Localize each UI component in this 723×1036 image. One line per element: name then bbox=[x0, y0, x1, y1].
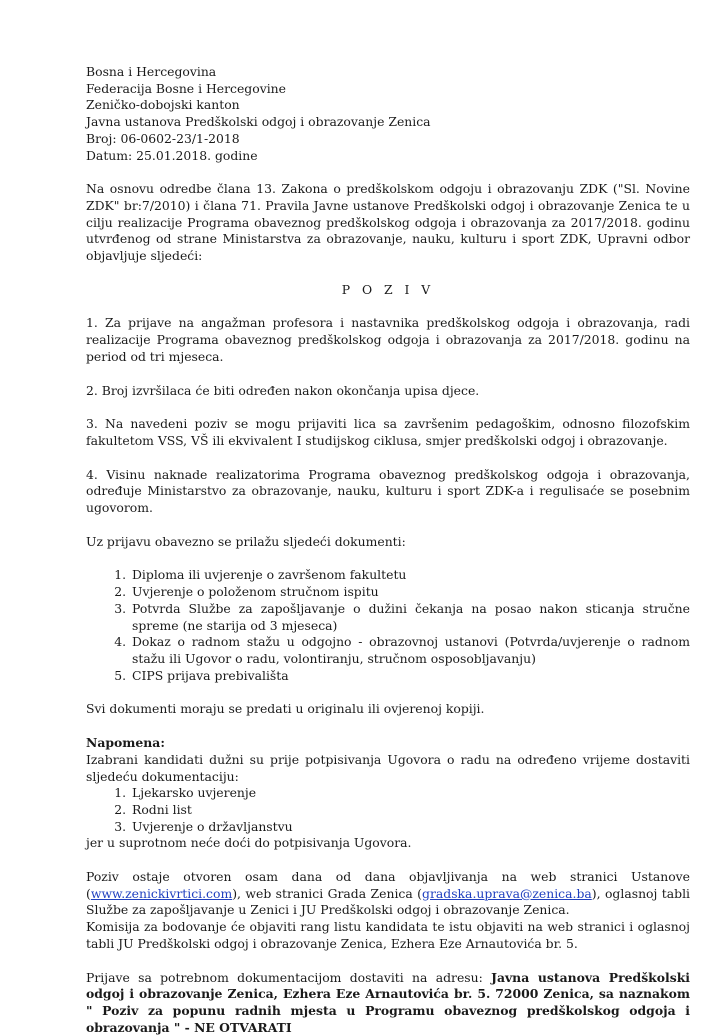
document-item: 2. Uvjerenje o položenom stručnom ispitu bbox=[130, 584, 690, 601]
open-text-1: Poziv ostaje otvoren osam dana od dana objavljivanja na web stranici Ustanove ( bbox=[86, 869, 690, 901]
header-federation: Federacija Bosne i Hercegovine bbox=[86, 80, 286, 96]
document-item: 3. Potvrda Službe za zapošljavanje o dužini čekanja na posao nakon sticanja stručne spreme (ne starija od 3 mjeseca) bbox=[130, 601, 690, 634]
website-link[interactable]: www.zenickivrtici.com bbox=[90, 885, 233, 901]
document-title: P O Z I V bbox=[341, 281, 435, 297]
note-item: 2. Rodni list bbox=[130, 802, 690, 819]
point-4: 4. Visinu naknade realizatorima Programa obaveznog predškolskog odgoja i obrazovanja, određuje Ministarstvo za obrazovanje, nauku, kulturu i sport ZDK-a i regulisaće se posebnim ugovorom. bbox=[86, 466, 690, 516]
open-period-paragraph bbox=[86, 869, 690, 919]
documents-note: Svi dokumenti moraju se predati u originalu ili ovjerenoj kopiji. bbox=[86, 701, 485, 717]
point-2: 2. Broj izvršilaca će biti određen nakon okončanja upisa djece. bbox=[86, 382, 480, 398]
note-list bbox=[86, 785, 690, 835]
document-item: 5. CIPS prijava prebivališta bbox=[130, 668, 690, 685]
submission-lead: Prijave sa potrebnom dokumentacijom dostaviti na adresu: bbox=[86, 969, 492, 985]
open-text-3: ), oglasnoj tabli Službe za zapošljavanje u Zenici i JU Predškolski odgoj i obrazovanje Zenica. bbox=[86, 885, 690, 918]
document-item: 1. Diploma ili uvjerenje o završenom fakultetu bbox=[130, 567, 690, 584]
point-3: 3. Na navedeni poziv se mogu prijaviti lica sa završenim pedagoškim, odnosno filozofskim fakultetom VSS, VŠ ili ekvivalent I studijskog ciklusa, smjer predškolski odgoj i obrazovanje. bbox=[86, 416, 690, 448]
note-text: Izabrani kandidati dužni su prije potpisivanja Ugovora o radu na određeno vrijeme dostaviti sljedeću dokumentaciju: bbox=[86, 751, 690, 784]
header-country: Bosna i Hercegovina bbox=[86, 64, 217, 79]
submission-address: Javna ustanova Predškolski odgoj i obrazovanje Zenica, Ezhera Eze Arnautovića br. 5. 72000 Zenica, sa naznakom " Poziv za popunu radnih mjesta u Programu obaveznog predškolskog odgoja i obrazovanja " - NE OTVARATI bbox=[86, 969, 690, 1035]
header-reference-number: Broj: 06-0602-23/1-2018 bbox=[86, 130, 240, 146]
note-item: 3. Uvjerenje o državljanstvu bbox=[130, 819, 690, 836]
document-page bbox=[86, 64, 690, 1036]
header-canton: Zeničko-dobojski kanton bbox=[86, 97, 240, 113]
document-item: 4. Dokaz o radnom stažu u odgojno - obrazovnoj ustanovi (Potvrda/uvjerenje o radnom stažu ili Ugovor o radu, volontiranju, stručnom osposobljavanju) bbox=[130, 634, 690, 667]
note-footer: jer u suprotnom neće doći do potpisivanja Ugovora. bbox=[86, 835, 412, 851]
documents-list bbox=[86, 567, 690, 684]
submission-paragraph bbox=[86, 970, 690, 1036]
note-item: 1. Ljekarsko uvjerenje bbox=[130, 785, 690, 802]
documents-intro: Uz prijavu obavezno se prilažu sljedeći dokumenti: bbox=[86, 533, 406, 549]
open-text-2: ), web stranici Grada Zenica ( bbox=[232, 885, 423, 901]
email-link[interactable]: gradska.uprava@zenica.ba bbox=[422, 885, 592, 901]
point-1: 1. Za prijave na angažman profesora i nastavnika predškolskog odgoja i obrazovanja, radi realizacije Programa obaveznog predškolskog odgoja i obrazovanja za 2017/2018. godinu na period od tri mjeseca. bbox=[86, 315, 690, 364]
commission-paragraph: Komisija za bodovanje će objaviti rang listu kandidata te istu objaviti na web stranici i oglasnoj tabli JU Predškolski odgoj i obrazovanje Zenica, Ezhera Eze Arnautovića br. 5. bbox=[86, 919, 690, 951]
header-institution: Javna ustanova Predškolski odgoj i obrazovanje Zenica bbox=[86, 114, 431, 130]
note-heading: Napomena: bbox=[86, 735, 165, 751]
header-date: Datum: 25.01.2018. godine bbox=[86, 147, 258, 163]
document-header bbox=[86, 64, 690, 164]
intro-paragraph: Na osnovu odredbe člana 13. Zakona o predškolskom odgoju i obrazovanju ZDK ("Sl. Novine ZDK" br:7/2010) i člana 71. Pravila Javne ustanove Predškolski odgoj i obrazovanje Zenica te u cilju realizacije Programa obaveznog predškolskog odgoja i obrazovanja za 2017/2018. godinu utvrđenog od strane Ministarstva za obrazovanje, nauku, kulturu i sport ZDK, Upravni odbor objavljuje sljedeći: bbox=[86, 181, 690, 264]
